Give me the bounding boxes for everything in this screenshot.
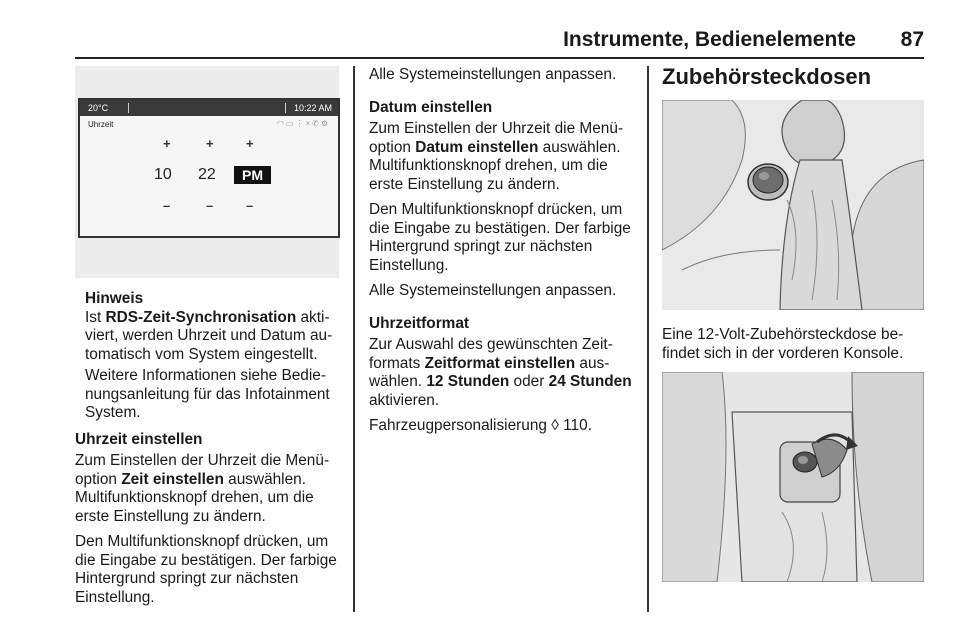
body-text: Zum Einstellen der Uhrzeit die Menüoption — [369, 120, 624, 156]
page-number: 87 — [900, 28, 924, 51]
ampm-minus-button[interactable]: – — [246, 198, 254, 213]
body-text: oder — [509, 373, 549, 390]
column-1 — [75, 290, 343, 614]
column-divider — [353, 66, 355, 612]
option-value: 24 Stunden — [548, 373, 632, 390]
power-socket-illustration — [662, 372, 924, 582]
ampm-value[interactable]: PM — [234, 166, 271, 184]
section-heading: Zubehörsteckdosen — [662, 64, 872, 89]
header-rule — [75, 57, 924, 59]
page-reference[interactable]: 110. — [563, 417, 592, 434]
hour-plus-button[interactable]: + — [163, 136, 171, 151]
note-text: Weitere Informationen siehe Bedienungsanleitung für das Infotainment System. — [85, 367, 330, 421]
time-readout: 10:22 AM — [293, 103, 332, 113]
settings-icon: ⚙ — [320, 119, 330, 128]
gear-shifter-illustration — [662, 100, 924, 310]
ampm-plus-button[interactable]: + — [246, 136, 254, 151]
body-text: Fahrzeugpersonalisierung — [369, 417, 552, 434]
note-term: RDS-Zeit-Synchronisation — [105, 308, 297, 326]
note-text: Ist — [85, 308, 106, 326]
section-subheading: Uhrzeitformat — [369, 314, 470, 332]
minute-plus-button[interactable]: + — [206, 136, 214, 151]
display-screen — [78, 98, 340, 238]
body-text: Den Multifunktionsknopf drücken, um die Eingabe zu bestätigen. Der farbige Hintergrund springt zur nächsten Einstellung. — [75, 533, 337, 606]
wifi-icon: ◠ — [276, 119, 286, 128]
body-text: Alle Systemeinstellungen anpassen. — [369, 66, 617, 83]
gear-shifter-drawing — [662, 100, 924, 310]
menu-option: Zeitformat einstellen — [424, 354, 576, 372]
status-bar — [80, 100, 338, 116]
body-text: Den Multifunktionsknopf drücken, um die Eingabe zu bestätigen. Der farbige Hintergrund springt zur nächsten Einstellung. — [369, 201, 631, 274]
section-subheading: Uhrzeit einstellen — [75, 430, 203, 448]
temperature-readout: 20°C — [88, 103, 109, 113]
body-text: auswählen. — [369, 354, 610, 390]
column-2 — [369, 66, 635, 443]
status-separator — [285, 103, 286, 113]
body-text: auswählen. Multifunktionsknopf drehen, um die erste Einstellung zu ändern. — [369, 138, 621, 193]
running-header: Instrumente, Bedienelemente — [563, 28, 856, 51]
clock-screen-illustration — [75, 66, 339, 278]
body-text: Zur Auswahl des gewünschten Zeitformats — [369, 336, 613, 372]
hour-value[interactable]: 10 — [154, 166, 172, 183]
note-text: aktiviert, werden Uhrzeit und Datum automatisch vom System eingestellt. — [85, 308, 333, 363]
status-icons — [277, 119, 330, 128]
column-3 — [662, 64, 926, 90]
body-text: aktivieren. — [369, 391, 440, 409]
body-text: Zum Einstellen der Uhrzeit die Menüoption — [75, 452, 330, 488]
power-socket-drawing — [662, 372, 924, 582]
page-ref-icon: ◊ — [551, 417, 564, 434]
media-icon: ▭ — [285, 119, 296, 128]
body-text: Alle Systemeinstellungen anpassen. — [369, 282, 617, 299]
close-icon: × — [305, 119, 313, 128]
note-heading: Hinweis — [85, 290, 144, 307]
section-subheading: Datum einstellen — [369, 98, 493, 116]
status-separator — [128, 103, 129, 113]
body-text: Eine 12-Volt-Zubehörsteckdose befindet sich in der vorderen Konsole. — [662, 326, 904, 362]
note-box — [75, 290, 343, 423]
column-3-body — [662, 326, 926, 370]
screen-title: Uhrzeit — [88, 120, 114, 129]
minute-minus-button[interactable]: – — [206, 198, 214, 213]
menu-option: Datum einstellen — [415, 138, 539, 156]
option-value: 12 Stunden — [426, 373, 510, 390]
column-divider — [647, 66, 649, 612]
hour-minus-button[interactable]: – — [163, 198, 171, 213]
minute-value[interactable]: 22 — [198, 166, 216, 183]
menu-option: Zeit einstellen — [121, 470, 224, 488]
body-text: auswählen. Multifunktionsknopf drehen, um die erste Einstellung zu ändern. — [75, 470, 314, 525]
signal-icon: ⋮ — [295, 119, 306, 128]
phone-icon: ✆ — [312, 119, 321, 128]
